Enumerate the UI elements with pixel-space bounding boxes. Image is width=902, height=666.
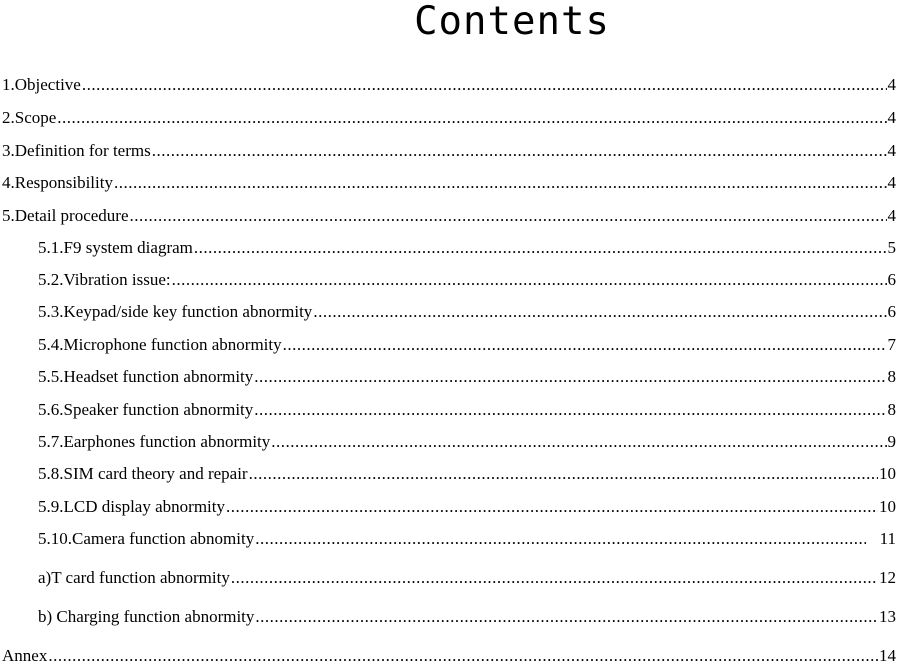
dot-leader — [130, 206, 887, 226]
toc-entry-title: Keypad/side key function abnormity — [63, 302, 313, 321]
toc-entry-5-7[interactable] — [38, 432, 896, 452]
toc-entry-number: 5.9. — [38, 497, 64, 516]
dot-leader — [114, 173, 887, 193]
toc-entry-number: 2. — [2, 108, 15, 127]
dot-leader — [249, 464, 878, 484]
dot-leader — [283, 335, 887, 355]
toc-entry-title: Microphone function abnormity — [63, 335, 282, 354]
toc-entry-title: Responsibility — [14, 173, 113, 192]
toc-entry-page: 11 — [879, 529, 896, 548]
toc-entry-annex[interactable] — [2, 646, 896, 666]
toc-entry-title: Camera function abnomity — [72, 529, 255, 548]
toc-entry-title: Objective — [14, 75, 81, 94]
toc-entry-title: Scope — [14, 108, 57, 127]
toc-entry-title: Earphones function abnormity — [63, 432, 271, 451]
toc-entry-number: 1. — [2, 75, 15, 94]
toc-entry-page: 10 — [879, 497, 896, 516]
toc-entry-number: 5.5. — [38, 367, 64, 386]
toc-entry-page: 6 — [887, 302, 896, 321]
toc-entry-number: 5.4. — [38, 335, 64, 354]
toc-entry-page: 14 — [879, 646, 896, 665]
toc-entry-page: 7 — [887, 335, 896, 354]
dot-leader — [271, 432, 886, 452]
toc-entry-number: 5.2. — [38, 270, 64, 289]
dot-leader — [48, 646, 878, 666]
toc-entry-page: 4 — [887, 141, 896, 160]
toc-entry-number: 5.10. — [38, 529, 72, 548]
toc-entry-title: Annex — [2, 646, 48, 665]
toc-entry-5-2[interactable] — [38, 270, 896, 290]
toc-entry-page: 13 — [879, 607, 896, 626]
dot-leader — [172, 270, 887, 290]
toc-entry-title: F9 system diagram — [63, 238, 193, 257]
toc-entry-charging[interactable] — [38, 607, 896, 627]
toc-entry-title: Definition for terms — [14, 141, 151, 160]
toc-entry-title: Vibration issue: — [63, 270, 171, 289]
toc-entry-number: 5. — [2, 206, 15, 225]
toc-entry-detail-procedure[interactable] — [2, 206, 896, 226]
toc-entry-page: 10 — [879, 464, 896, 483]
dot-leader — [57, 108, 886, 128]
dot-leader — [255, 607, 878, 627]
toc-entry-definition[interactable] — [2, 141, 896, 161]
toc-entry-title: Headset function abnormity — [63, 367, 254, 386]
toc-entry-page: 9 — [887, 432, 896, 451]
dot-leader — [231, 568, 878, 588]
dot-leader — [82, 75, 887, 95]
toc-entry-page: 4 — [887, 206, 896, 225]
toc-entry-page: 6 — [887, 270, 896, 289]
toc-entry-title: a)T card function abnormity — [38, 568, 230, 587]
toc-entry-5-6[interactable] — [38, 400, 896, 420]
toc-entry-number: 3. — [2, 141, 15, 160]
toc-entry-page: 12 — [879, 568, 896, 587]
toc-entry-title: b) Charging function abnormity — [38, 607, 255, 626]
dot-leader — [254, 367, 886, 387]
toc-entry-5-9[interactable] — [38, 497, 896, 517]
toc-entry-number: 4. — [2, 173, 15, 192]
toc-entry-page: 5 — [887, 238, 896, 257]
toc-entry-number: 5.6. — [38, 400, 64, 419]
toc-entry-page: 4 — [887, 173, 896, 192]
toc-entry-5-4[interactable] — [38, 335, 896, 355]
toc-entry-title: LCD display abnormity — [63, 497, 225, 516]
toc-entry-t-card[interactable] — [38, 568, 896, 588]
toc-entry-number: 5.3. — [38, 302, 64, 321]
toc-entry-title: Speaker function abnormity — [63, 400, 254, 419]
dot-leader — [226, 497, 878, 517]
page-title: Contents — [414, 0, 610, 44]
toc-entry-page: 8 — [887, 400, 896, 419]
dot-leader — [255, 529, 865, 549]
toc-entry-title: Detail procedure — [14, 206, 129, 225]
toc-entry-page: 4 — [887, 108, 896, 127]
toc-entry-5-3[interactable] — [38, 302, 896, 322]
toc-entry-number: 5.8. — [38, 464, 64, 483]
toc-entry-5-1[interactable] — [38, 238, 896, 258]
dot-leader — [194, 238, 887, 258]
dot-leader — [152, 141, 887, 161]
toc-entry-5-10[interactable] — [38, 529, 896, 549]
toc-entry-5-8[interactable] — [38, 464, 896, 484]
toc-entry-title: SIM card theory and repair — [63, 464, 248, 483]
toc-entry-5-5[interactable] — [38, 367, 896, 387]
toc-entry-page: 4 — [887, 75, 896, 94]
dot-leader — [313, 302, 886, 322]
dot-leader — [254, 400, 886, 420]
toc-entry-scope[interactable] — [2, 108, 896, 128]
toc-entry-page: 8 — [887, 367, 896, 386]
toc-entry-objective[interactable] — [2, 75, 896, 95]
toc-entry-number: 5.1. — [38, 238, 64, 257]
toc-entry-responsibility[interactable] — [2, 173, 896, 193]
toc-entry-number: 5.7. — [38, 432, 64, 451]
